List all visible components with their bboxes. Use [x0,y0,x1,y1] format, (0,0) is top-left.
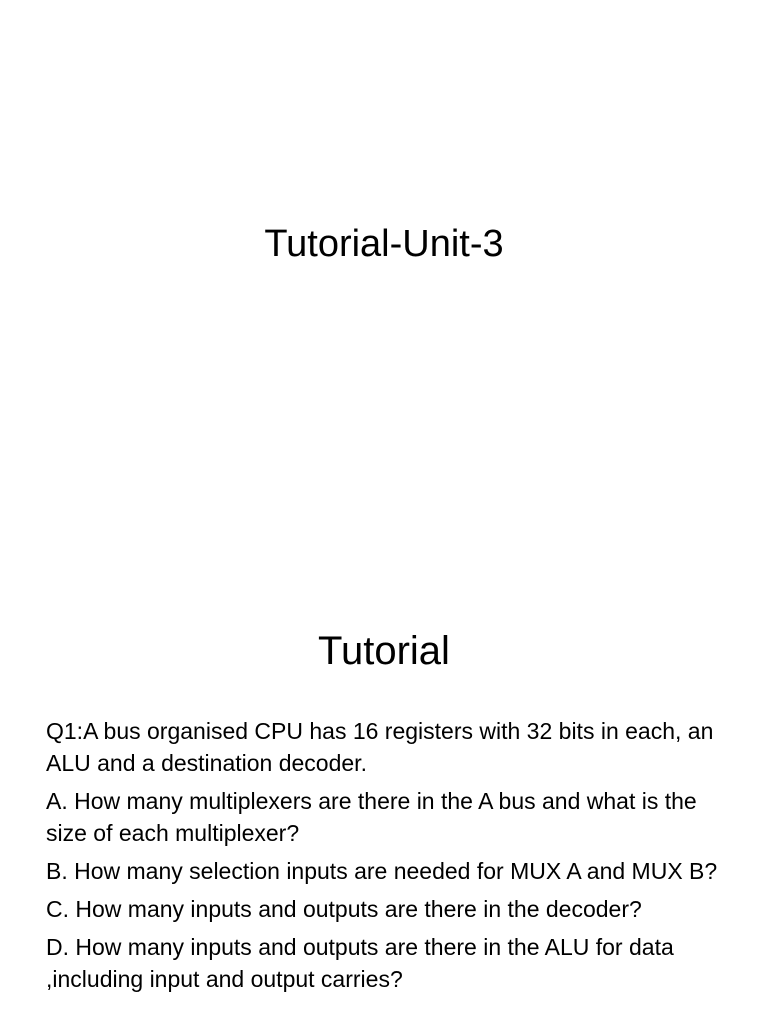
question-part-d: D. How many inputs and outputs are there in the ALU for data ,including input and output carries? [46,934,674,992]
slide-title: Tutorial [318,629,450,673]
slide-2 [0,512,768,1024]
question-part-a: A. How many multiplexers are there in the A bus and what is the size of each multiplexer? [46,788,697,846]
slide-title: Tutorial-Unit-3 [264,223,504,265]
question-body [46,715,736,1001]
question-part-b: B. How many selection inputs are needed for MUX A and MUX B? [46,858,718,884]
question-part-c: C. How many inputs and outputs are there in the decoder? [46,896,642,922]
question-text: Q1:A bus organised CPU has 16 registers with 32 bits in each, an ALU and a destination decoder. [46,718,714,776]
